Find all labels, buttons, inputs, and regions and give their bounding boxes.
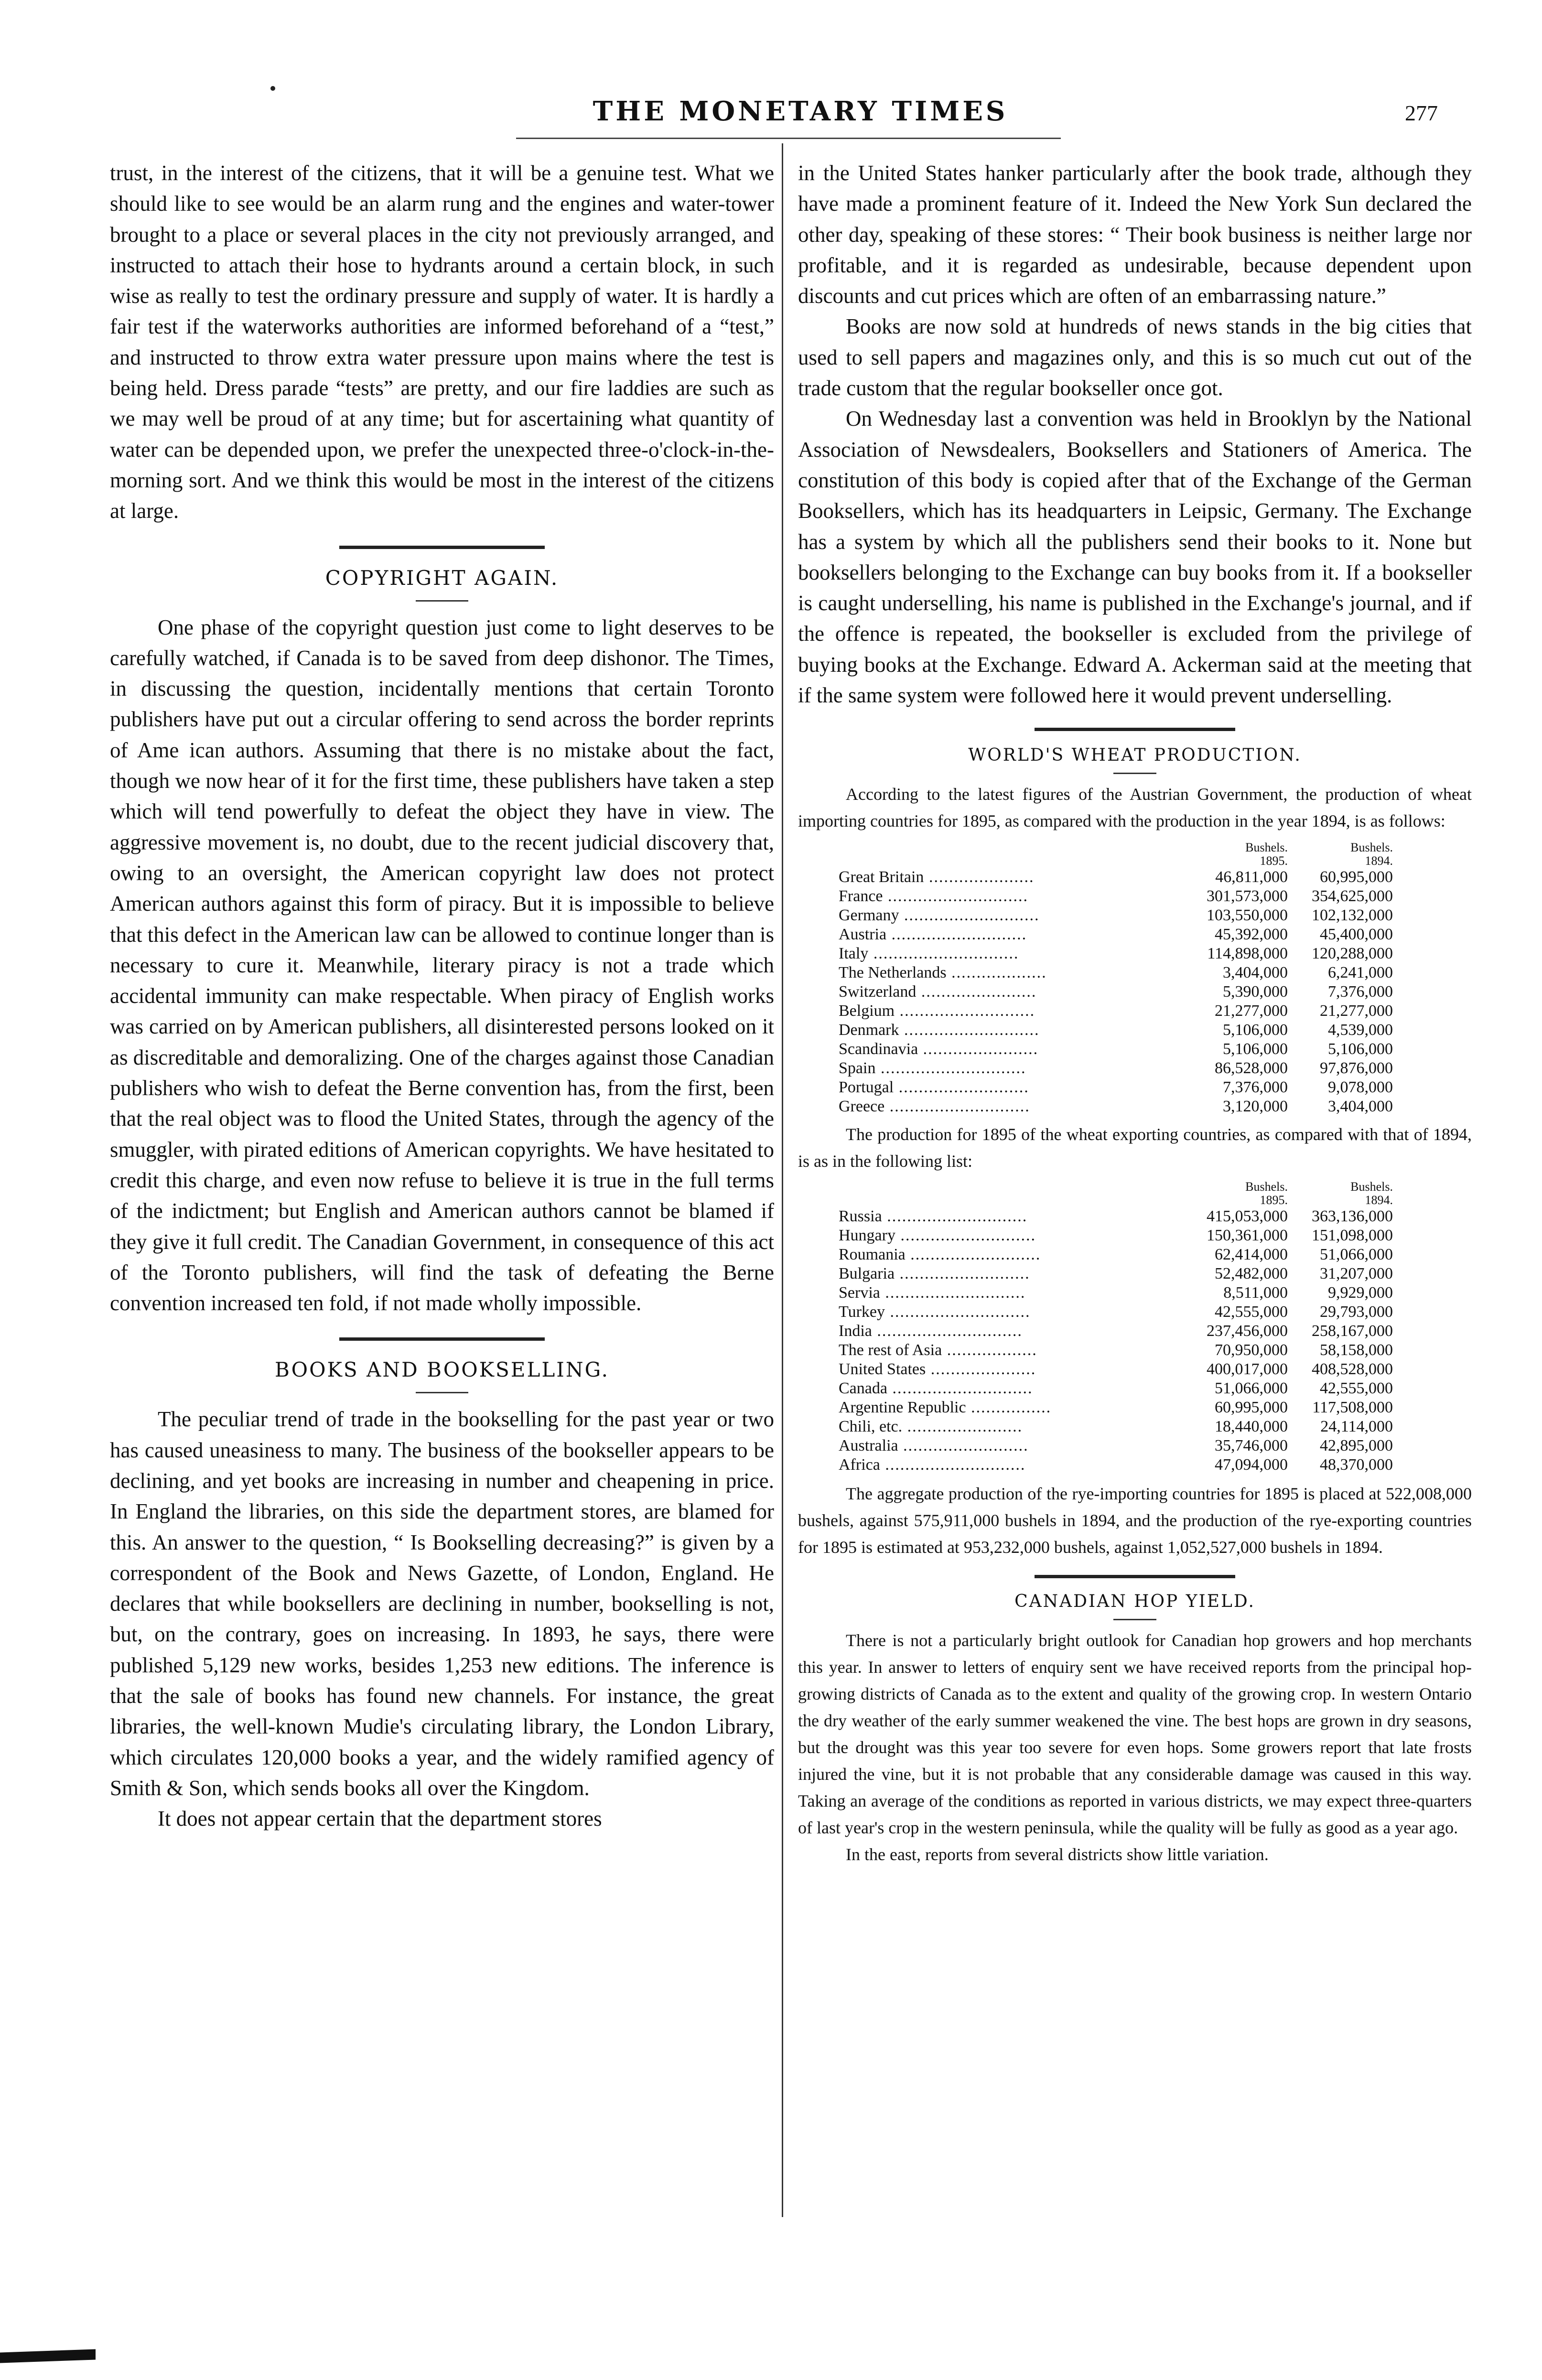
waterworks-article-text: trust, in the interest of the citizens, that it will be a genuine test. What we should like to see would be an alarm rung and the engines and water-tower brought to a place or several places in the city not previously arranged, and instructed to attach their hose to hydrants around a certain block, in such wise as really to test the ordinary pressure and supply of water. It is hardly a fair test if the waterworks authorities are informed beforehand of a “test,” and instructed to throw extra water pressure upon mains where the test is being held. Dress parade “tests” are pretty, and our fire laddies are such as we may well be proud of at any time; but for ascertaining what quantity of water can be depended upon, we prefer the unexpected three-o'clock-in-the-morning sort. And we think this would be most in the interest of the citizens at large. <box>110 161 774 523</box>
country-cell: Denmark ........................... <box>839 1021 1040 1039</box>
table-header-row <box>839 854 1393 868</box>
bushels-1895-cell: 5,390,000 <box>1223 983 1288 1001</box>
bushels-1895-cell: 18,440,000 <box>1215 1418 1288 1436</box>
table-row <box>839 868 1393 887</box>
dot-leader: .......................... <box>905 1246 1041 1264</box>
table-row <box>839 1040 1393 1059</box>
table-row <box>839 1303 1393 1322</box>
bushels-1895-cell: 415,053,000 <box>1207 1207 1288 1226</box>
table-row <box>839 963 1393 982</box>
table-row <box>839 1021 1393 1040</box>
country-cell: Servia ............................ <box>839 1284 1026 1302</box>
bushels-1894-cell: 97,876,000 <box>1320 1059 1393 1077</box>
bushels-1895-cell: 5,106,000 <box>1223 1040 1288 1058</box>
table-row <box>839 944 1393 963</box>
country-cell: Portugal .......................... <box>839 1078 1029 1097</box>
rye-summary-text: The aggregate production of the rye-importing countries for 1895 is placed at 522,008,000 bushels, against 575,911,000 bushels in 1894, and the production of the rye-exporting countries for 1895 is estimated at 953,232,000 bushels, against 1,052,527,000 bushels in 1894. <box>798 1484 1472 1557</box>
dot-leader: .......................... <box>894 1078 1029 1097</box>
bushels-1895-cell: 301,573,000 <box>1207 887 1288 905</box>
table-row <box>839 1207 1393 1226</box>
table-row <box>839 887 1393 906</box>
left-column <box>110 158 774 1834</box>
books-section-title: BOOKS AND BOOKSELLING. <box>275 1358 609 1382</box>
table-row <box>839 906 1393 925</box>
dot-leader: ..................... <box>926 1360 1036 1378</box>
table-row <box>839 1226 1393 1245</box>
dot-leader: ............................ <box>884 1098 1030 1116</box>
dot-leader: ....................... <box>902 1418 1023 1436</box>
bushels-1894-cell: 117,508,000 <box>1312 1399 1393 1417</box>
right-column <box>798 158 1472 1868</box>
country-cell: The Netherlands ................... <box>839 964 1047 982</box>
books-continued-paragraph: in the United States hanker particularly after the book trade, although they have made a prominent feature of it. Indeed the New York Sun declared the other day, speaking of these stores: “ Their book business is neither large nor profitable, and it is regarded as undesirable, because dependent upon discounts and cut prices which are often of an embarrassing nature.” <box>798 161 1472 308</box>
title-underline <box>1113 1619 1156 1620</box>
dot-leader: ........................... <box>895 1002 1035 1020</box>
books-continued-paragraph: On Wednesday last a convention was held in Brooklyn by the National Association of Newsdealers, Booksellers and Stationers of America. The constitution of this body is copied after that of the Exchange of the German Booksellers, which has its headquarters in Leipsic, Germany. The Exchange has a system by which all the publishers send their books to it. None but booksellers belonging to the Exchange can buy books from it. If a bookseller is caught underselling, his name is published in the Exchange's journal, and if the offence is repeated, the bookseller is excluded from the privilege of buying books at the Exchange. Edward A. Ackerman said at the meeting that if the same system were followed here it would prevent underselling. <box>798 407 1472 708</box>
bushels-1894-cell: 363,136,000 <box>1312 1207 1393 1226</box>
section-rule <box>1035 728 1235 731</box>
dot-leader: ........................... <box>886 926 1027 944</box>
section-rule <box>339 1337 545 1341</box>
dot-leader: ....................... <box>918 1040 1039 1058</box>
dot-leader: ................... <box>946 964 1047 982</box>
title-underline <box>416 600 468 602</box>
bushels-1895-cell: 3,120,000 <box>1223 1098 1288 1116</box>
bushels-1894-cell: 408,528,000 <box>1312 1360 1393 1378</box>
bushels-1895-cell: 45,392,000 <box>1215 926 1288 944</box>
country-cell: Africa ............................ <box>839 1456 1026 1474</box>
dot-leader: ............................ <box>880 1456 1026 1474</box>
bushels-1894-cell: 7,376,000 <box>1328 983 1393 1001</box>
bushels-1895-cell: 47,094,000 <box>1215 1456 1288 1474</box>
bushels-1894-cell: 51,066,000 <box>1320 1246 1393 1264</box>
wheat-importing-table <box>839 841 1393 1116</box>
dot-leader: ....................... <box>916 983 1037 1001</box>
country-cell: United States ..................... <box>839 1360 1036 1378</box>
bushels-1895-cell: 21,277,000 <box>1215 1002 1288 1020</box>
country-cell: Switzerland ....................... <box>839 983 1037 1001</box>
bushels-1894-cell: 21,277,000 <box>1320 1002 1393 1020</box>
year-header: 1895. <box>1260 1193 1288 1207</box>
table-row <box>839 1417 1393 1436</box>
header-rule <box>516 138 1061 139</box>
running-header-title: THE MONETARY TIMES <box>593 96 1008 127</box>
country-cell: France ............................ <box>839 887 1029 905</box>
printer-dot <box>270 86 275 91</box>
table-row <box>839 1097 1393 1116</box>
country-cell: Canada ............................ <box>839 1379 1033 1398</box>
dot-leader: ................ <box>966 1399 1052 1417</box>
bushels-1894-cell: 58,158,000 <box>1320 1341 1393 1359</box>
column-header: Bushels. <box>1245 1180 1288 1194</box>
dot-leader: .................. <box>942 1341 1037 1359</box>
country-cell: Russia ............................ <box>839 1207 1028 1226</box>
country-cell: Spain ............................. <box>839 1059 1026 1077</box>
bushels-1895-cell: 3,404,000 <box>1223 964 1288 982</box>
copyright-section-title: COPYRIGHT AGAIN. <box>325 566 559 590</box>
dot-leader: ............................ <box>885 1303 1031 1321</box>
table-row <box>839 1078 1393 1097</box>
bushels-1894-cell: 60,995,000 <box>1320 868 1393 886</box>
year-header: 1895. <box>1260 854 1288 868</box>
dot-leader: .......................... <box>895 1265 1030 1283</box>
hop-section-title: CANADIAN HOP YIELD. <box>1014 1592 1255 1612</box>
country-cell: India ............................. <box>839 1322 1023 1340</box>
bushels-1894-cell: 29,793,000 <box>1320 1303 1393 1321</box>
wheat-exporting-intro: The production for 1895 of the wheat exporting countries, as compared with that of 1894, is as in the following list: <box>798 1125 1472 1171</box>
column-header: Bushels. <box>1350 1180 1393 1194</box>
country-cell: Scandinavia ....................... <box>839 1040 1039 1058</box>
column-header: Bushels. <box>1350 840 1393 855</box>
table-row <box>839 1398 1393 1417</box>
dot-leader: ............................ <box>882 1207 1028 1226</box>
bushels-1894-cell: 42,895,000 <box>1320 1437 1393 1455</box>
bushels-1895-cell: 42,555,000 <box>1215 1303 1288 1321</box>
bushels-1895-cell: 150,361,000 <box>1207 1227 1288 1245</box>
bushels-1895-cell: 400,017,000 <box>1207 1360 1288 1378</box>
country-cell: Australia ......................... <box>839 1437 1029 1455</box>
bushels-1895-cell: 86,528,000 <box>1215 1059 1288 1077</box>
section-rule <box>339 546 545 549</box>
bushels-1894-cell: 45,400,000 <box>1320 926 1393 944</box>
books-article-paragraph: The peculiar trend of trade in the bookselling for the past year or two has caused uneasiness to many. The business of the bookseller appears to be declining, and yet books are increasing in number and cheapening in price. In England the libraries, on this side the department stores, are blamed for this. An answer to the question, “ Is Bookselling decreasing?” is given by a correspondent of the Book and News Gazette, of London, England. He declares that while booksellers are declining in number, bookselling is not, but, on the contrary, goes on increasing. In 1893, he says, there were published 5,129 new works, besides 1,253 new editions. The inference is that the sale of books has found new channels. For instance, the great libraries, the well-known Mudie's circulating library, the London Library, which circulates 120,000 books a year, and the widely ramified agency of Smith & Son, which sends books all over the Kingdom. <box>110 1407 774 1800</box>
dot-leader: ......................... <box>898 1437 1029 1455</box>
dot-leader: ..................... <box>924 868 1035 886</box>
dot-leader: ............................ <box>883 887 1029 905</box>
table-row <box>839 1245 1393 1264</box>
table-row <box>839 982 1393 1002</box>
country-cell: Belgium ........................... <box>839 1002 1035 1020</box>
bushels-1894-cell: 4,539,000 <box>1328 1021 1393 1039</box>
bushels-1894-cell: 120,288,000 <box>1312 945 1393 963</box>
title-underline <box>416 1392 468 1393</box>
dot-leader: ............................. <box>868 945 1019 963</box>
bushels-1895-cell: 103,550,000 <box>1207 906 1288 925</box>
bushels-1895-cell: 114,898,000 <box>1207 945 1288 963</box>
books-article-paragraph: It does not appear certain that the department stores <box>158 1807 602 1831</box>
table-row <box>839 1360 1393 1379</box>
bushels-1895-cell: 52,482,000 <box>1215 1265 1288 1283</box>
country-cell: The rest of Asia .................. <box>839 1341 1037 1359</box>
table-row <box>839 1436 1393 1455</box>
bushels-1895-cell: 8,511,000 <box>1223 1284 1288 1302</box>
table-header-row <box>839 841 1393 854</box>
dot-leader: ........................... <box>899 1021 1040 1039</box>
bushels-1894-cell: 5,106,000 <box>1328 1040 1393 1058</box>
dot-leader: ............................. <box>872 1322 1023 1340</box>
bushels-1894-cell: 151,098,000 <box>1312 1227 1393 1245</box>
table-row <box>839 1002 1393 1021</box>
bushels-1895-cell: 60,995,000 <box>1215 1399 1288 1417</box>
dot-leader: ........................... <box>899 906 1040 925</box>
wheat-exporting-table <box>839 1180 1393 1475</box>
country-cell: Great Britain ..................... <box>839 868 1035 886</box>
bushels-1895-cell: 7,376,000 <box>1223 1078 1288 1097</box>
country-cell: Roumania .......................... <box>839 1246 1041 1264</box>
country-cell: Chili, etc. ....................... <box>839 1418 1023 1436</box>
bushels-1894-cell: 31,207,000 <box>1320 1265 1393 1283</box>
year-header: 1894. <box>1365 1193 1393 1207</box>
bushels-1894-cell: 42,555,000 <box>1320 1379 1393 1398</box>
bushels-1895-cell: 51,066,000 <box>1215 1379 1288 1398</box>
bushels-1894-cell: 3,404,000 <box>1328 1098 1393 1116</box>
bushels-1894-cell: 9,929,000 <box>1328 1284 1393 1302</box>
year-header: 1894. <box>1365 854 1393 868</box>
country-cell: Austria ........................... <box>839 926 1027 944</box>
bushels-1894-cell: 258,167,000 <box>1312 1322 1393 1340</box>
table-row <box>839 1455 1393 1475</box>
country-cell: Turkey ............................ <box>839 1303 1031 1321</box>
bushels-1894-cell: 9,078,000 <box>1328 1078 1393 1097</box>
bushels-1894-cell: 48,370,000 <box>1320 1456 1393 1474</box>
column-divider <box>782 143 783 2217</box>
country-cell: Italy ............................. <box>839 945 1019 963</box>
bushels-1895-cell: 46,811,000 <box>1215 868 1288 886</box>
scan-edge-mark <box>0 2349 96 2363</box>
wheat-intro-text: According to the latest figures of the Austrian Government, the production of wheat importing countries for 1895, as compared with the production in the year 1894, is as follows: <box>798 785 1472 831</box>
country-cell: Bulgaria .......................... <box>839 1265 1030 1283</box>
dot-leader: ............................. <box>875 1059 1026 1077</box>
hop-article-paragraph: There is not a particularly bright outlook for Canadian hop growers and hop merchants this year. In answer to letters of enquiry sent we have received reports from the principal hop-growing districts of Canada as to the extent and quality of the growing crop. In western Ontario the dry weather of the early summer weakened the vine. The best hops are grown in dry seasons, but the drought was this year too severe for even hops. Some growers report that late frosts injured the vine, but it is not probable that any considerable damage was caused in this way. Taking an average of the conditions as reported in various districts, we may expect three-quarters of last year's crop in the western peninsula, while the quality will be fully as good as a year ago. <box>798 1631 1472 1838</box>
bushels-1895-cell: 5,106,000 <box>1223 1021 1288 1039</box>
bushels-1895-cell: 62,414,000 <box>1215 1246 1288 1264</box>
section-rule <box>1035 1575 1235 1578</box>
title-underline <box>1113 773 1156 774</box>
dot-leader: ............................ <box>887 1379 1033 1398</box>
table-row <box>839 925 1393 944</box>
column-header: Bushels. <box>1245 840 1288 855</box>
country-cell: Germany ........................... <box>839 906 1040 925</box>
bushels-1894-cell: 6,241,000 <box>1328 964 1393 982</box>
bushels-1894-cell: 354,625,000 <box>1312 887 1393 905</box>
table-row <box>839 1264 1393 1283</box>
bushels-1895-cell: 237,456,000 <box>1207 1322 1288 1340</box>
table-row <box>839 1059 1393 1078</box>
bushels-1894-cell: 24,114,000 <box>1320 1418 1393 1436</box>
books-continued-paragraph: Books are now sold at hundreds of news stands in the big cities that used to sell papers and magazines only, and this is so much cut out of the trade custom that the regular bookseller once got. <box>798 314 1472 400</box>
dot-leader: ............................ <box>880 1284 1026 1302</box>
table-row <box>839 1379 1393 1398</box>
table-row <box>839 1341 1393 1360</box>
table-header-row <box>839 1180 1393 1194</box>
wheat-section-title: WORLD'S WHEAT PRODUCTION. <box>968 745 1302 765</box>
country-cell: Argentine Republic ................ <box>839 1399 1052 1417</box>
table-row <box>839 1322 1393 1341</box>
dot-leader: ........................... <box>895 1227 1036 1245</box>
copyright-article-text: One phase of the copyright question just come to light deserves to be carefully watched, if Canada is to be saved from deep dishonor. The Times, in discussing the question, incidentally mentions that certain Toronto publishers have put out a circular offering to send across the border reprints of Ame ican authors. Assuming that there is no mistake about the fact, though we now hear of it for the first time, these publishers have taken a step which will tend powerfully to defeat the object they have in view. The aggressive movement is, no doubt, due to the recent judicial discovery that, owing to an oversight, the American copyright law does not protect American authors against this form of piracy. But it is impossible to believe that this defect in the American law can be allowed to continue longer than is necessary to cure it. Meanwhile, literary piracy is not a trade which accidental immunity can make respectable. When piracy of English works was carried on by American publishers, all disinterested persons looked on it as discreditable and demoralizing. One of the charges against those Canadian publishers who wish to defeat the Berne convention has, from the first, been that the real object was to flood the United States, through the agency of the smuggler, with pirated editions of American copyrights. We have hesitated to credit this charge, and even now refuse to believe it is true in the full terms of the indictment; but English and American authors cannot be blamed if they give it full credit. The Canadian Government, in consequence of this act of the Toronto publishers, will find the task of defeating the Berne convention increased ten fold, if not made wholly impossible. <box>110 615 774 1315</box>
bushels-1894-cell: 102,132,000 <box>1312 906 1393 925</box>
page-number: 277 <box>1405 101 1438 125</box>
bushels-1895-cell: 35,746,000 <box>1215 1437 1288 1455</box>
table-header-row <box>839 1194 1393 1207</box>
bushels-1895-cell: 70,950,000 <box>1215 1341 1288 1359</box>
country-cell: Greece ............................ <box>839 1098 1030 1116</box>
table-row <box>839 1283 1393 1303</box>
hop-article-paragraph: In the east, reports from several districts show little variation. <box>846 1845 1269 1864</box>
country-cell: Hungary ........................... <box>839 1227 1036 1245</box>
